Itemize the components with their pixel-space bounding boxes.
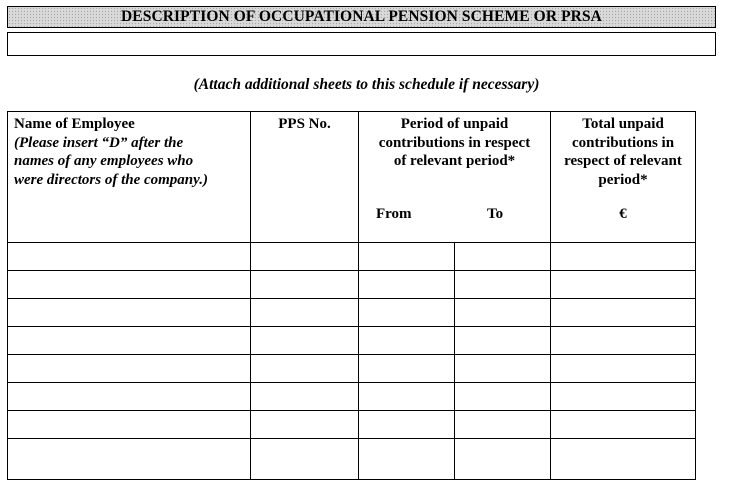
period-header-line: Period of unpaid: [400, 116, 509, 132]
from-date-cell[interactable]: [359, 439, 455, 480]
pps-number-cell[interactable]: [251, 327, 359, 355]
total-amount-cell[interactable]: [551, 355, 696, 383]
employee-name-cell[interactable]: [8, 383, 251, 411]
employee-name-cell[interactable]: [8, 355, 251, 383]
table-row: [8, 299, 696, 327]
employee-name-cell[interactable]: [8, 243, 251, 271]
total-amount-cell[interactable]: [551, 383, 696, 411]
total-amount-cell[interactable]: [551, 411, 696, 439]
from-date-cell[interactable]: [359, 383, 455, 411]
director-note-line: names of any employees who: [14, 153, 194, 169]
scheme-description-field[interactable]: [7, 32, 716, 56]
director-note-line: were directors of the company.): [14, 171, 208, 188]
from-date-cell[interactable]: [359, 243, 455, 271]
employee-name-header-label: Name of Employee: [14, 116, 135, 132]
euro-symbol: €: [619, 206, 627, 222]
table-row: [8, 243, 696, 271]
total-amount-cell[interactable]: [551, 299, 696, 327]
table-row: [8, 327, 696, 355]
pps-number-cell[interactable]: [251, 411, 359, 439]
pps-number-cell[interactable]: [251, 439, 359, 480]
employee-name-cell[interactable]: [8, 327, 251, 355]
employee-name-cell[interactable]: [8, 411, 251, 439]
to-date-cell[interactable]: [455, 355, 551, 383]
table-row: [8, 355, 696, 383]
pps-number-header-label: PPS No.: [278, 116, 331, 132]
total-header-line: period*: [598, 171, 648, 188]
period-header-line: contributions in respect: [378, 134, 531, 151]
total-amount-cell[interactable]: [551, 243, 696, 271]
pps-number-header: [251, 112, 359, 243]
total-header-line: contributions in: [571, 134, 675, 151]
pps-number-cell[interactable]: [251, 299, 359, 327]
to-date-cell[interactable]: [455, 439, 551, 480]
pps-number-cell[interactable]: [251, 383, 359, 411]
attach-sheets-note: (Attach additional sheets to this schedule if necessary): [193, 76, 540, 93]
director-note-line: (Please insert “D” after the: [14, 134, 184, 151]
to-date-cell[interactable]: [455, 327, 551, 355]
employee-name-cell[interactable]: [8, 299, 251, 327]
total-unpaid-header: [551, 112, 696, 243]
to-date-cell[interactable]: [455, 271, 551, 299]
table-row: [8, 383, 696, 411]
from-date-cell[interactable]: [359, 271, 455, 299]
pps-number-cell[interactable]: [251, 271, 359, 299]
pps-number-cell[interactable]: [251, 355, 359, 383]
table-row: [8, 271, 696, 299]
total-header-line: Total unpaid: [582, 116, 664, 132]
table-row: [8, 411, 696, 439]
from-label: From: [376, 206, 412, 222]
to-label: To: [487, 206, 504, 222]
to-date-cell[interactable]: [455, 383, 551, 411]
period-header-line: of relevant period*: [393, 153, 516, 169]
from-date-cell[interactable]: [359, 411, 455, 439]
pps-number-cell[interactable]: [251, 243, 359, 271]
total-amount-cell[interactable]: [551, 439, 696, 480]
from-date-cell[interactable]: [359, 327, 455, 355]
from-date-cell[interactable]: [359, 355, 455, 383]
employee-name-header: [8, 112, 251, 243]
to-date-cell[interactable]: [455, 299, 551, 327]
table-header-row: [8, 112, 696, 243]
employee-name-cell[interactable]: [8, 271, 251, 299]
from-date-cell[interactable]: [359, 299, 455, 327]
to-date-cell[interactable]: [455, 411, 551, 439]
total-header-line: respect of relevant: [564, 153, 682, 169]
to-date-cell[interactable]: [455, 243, 551, 271]
table-row: [8, 439, 696, 480]
total-amount-cell[interactable]: [551, 271, 696, 299]
form-title: DESCRIPTION OF OCCUPATIONAL PENSION SCHEME OR PRSA: [7, 6, 716, 28]
total-amount-cell[interactable]: [551, 327, 696, 355]
period-header: [359, 112, 551, 243]
unpaid-contributions-table: [7, 111, 696, 480]
employee-name-cell[interactable]: [8, 439, 251, 480]
